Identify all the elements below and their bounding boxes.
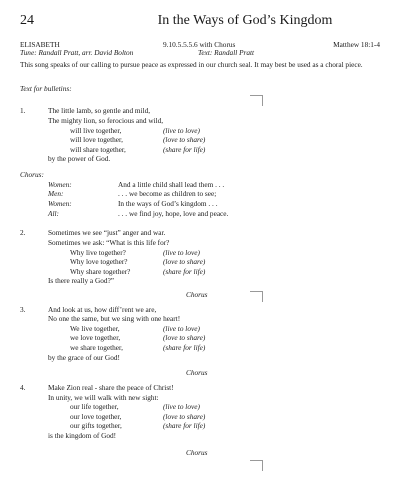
scripture-reference: Matthew 18:1-4: [333, 40, 380, 49]
verse-4-refrain: Chorus: [186, 448, 208, 457]
hymn-number: 24: [20, 13, 34, 28]
corner-mark: [250, 95, 263, 106]
chorus-role-2: Men:: [48, 189, 64, 198]
verse-3-refrain: Chorus: [186, 368, 208, 377]
verse-1-line-2: The mighty lion, so ferocious and wild,: [48, 116, 164, 125]
verse-2-line-4: Why love together?: [70, 257, 128, 266]
verse-1-line-1: The little lamb, so gentle and mild,: [48, 106, 151, 115]
meter: 9.10.5.5.5.6 with Chorus: [163, 40, 236, 49]
verse-4-echo-3: (live to love): [163, 402, 200, 411]
verse-2-line-6: Is there really a God?”: [48, 276, 115, 285]
verse-2-line-5: Why share together?: [70, 267, 131, 276]
verse-2-refrain: Chorus: [186, 290, 208, 299]
verse-1-line-4: will love together,: [70, 135, 124, 144]
corner-mark: [250, 291, 263, 302]
verse-4-line-2: In unity, we will walk with new sight:: [48, 393, 159, 402]
verse-4-echo-4: (love to share): [163, 412, 206, 421]
verse-1-number: 1.: [20, 106, 26, 115]
verse-3-line-6: by the grace of our God!: [48, 353, 120, 362]
intro-note: This song speaks of our calling to pursue peace as expressed in our church seal. It may best be used as a choral piece.: [20, 60, 363, 69]
verse-2-echo-4: (love to share): [163, 257, 206, 266]
verse-4-number: 4.: [20, 383, 26, 392]
chorus-line-2: . . . we become as children to see;: [118, 189, 217, 198]
chorus-role-3: Women:: [48, 199, 72, 208]
verse-4-line-4: our love together,: [70, 412, 122, 421]
corner-mark: [250, 460, 263, 471]
verse-2-line-3: Why live together?: [70, 248, 126, 257]
chorus-role-4: All:: [48, 209, 59, 218]
verse-2-number: 2.: [20, 228, 26, 237]
verse-1-line-5: will share together,: [70, 145, 126, 154]
chorus-line-4: . . . we find joy, hope, love and peace.: [118, 209, 229, 218]
verse-3-line-2: No one the same, but we sing with one heart!: [48, 314, 181, 323]
hymn-title: In the Ways of God’s Kingdom: [157, 13, 333, 28]
text-credit: Text: Randall Pratt: [198, 48, 255, 57]
verse-2-echo-3: (live to love): [163, 248, 200, 257]
verse-1-echo-3: (live to love): [163, 126, 200, 135]
chorus-line-3: In the ways of God’s kingdom . . .: [118, 199, 218, 208]
chorus-role-1: Women:: [48, 180, 72, 189]
bulletin-label: Text for bulletins:: [20, 84, 72, 93]
tune-credit: Tune: Randall Pratt, arr. David Bolton: [20, 48, 134, 57]
verse-2-line-2: Sometimes we ask: “What is this life for?: [48, 238, 170, 247]
verse-3-line-3: We live together,: [70, 324, 120, 333]
chorus-label: Chorus:: [20, 170, 44, 179]
verse-4-echo-5: (share for life): [163, 421, 206, 430]
verse-3-echo-3: (live to love): [163, 324, 200, 333]
verse-2-echo-5: (share for life): [163, 267, 206, 276]
verse-1-echo-5: (share for life): [163, 145, 206, 154]
verse-1-line-6: by the power of God.: [48, 154, 111, 163]
verse-3-number: 3.: [20, 305, 26, 314]
verse-1-echo-4: (love to share): [163, 135, 206, 144]
verse-2-line-1: Sometimes we see “just” anger and war.: [48, 228, 166, 237]
verse-3-echo-4: (love to share): [163, 333, 206, 342]
verse-3-line-4: we love together,: [70, 333, 121, 342]
verse-4-line-1: Make Zion real - share the peace of Christ!: [48, 383, 174, 392]
verse-4-line-5: our gifts together,: [70, 421, 122, 430]
chorus-line-1: And a little child shall lead them . . .: [118, 180, 225, 189]
verse-1-line-3: will live together,: [70, 126, 122, 135]
verse-4-line-3: our life together,: [70, 402, 119, 411]
verse-4-line-6: is the kingdom of God!: [48, 431, 117, 440]
verse-3-echo-5: (share for life): [163, 343, 206, 352]
verse-3-line-5: we share together,: [70, 343, 123, 352]
tune-name: ELISABETH: [20, 40, 60, 49]
verse-3-line-1: And look at us, how diff’rent we are,: [48, 305, 157, 314]
